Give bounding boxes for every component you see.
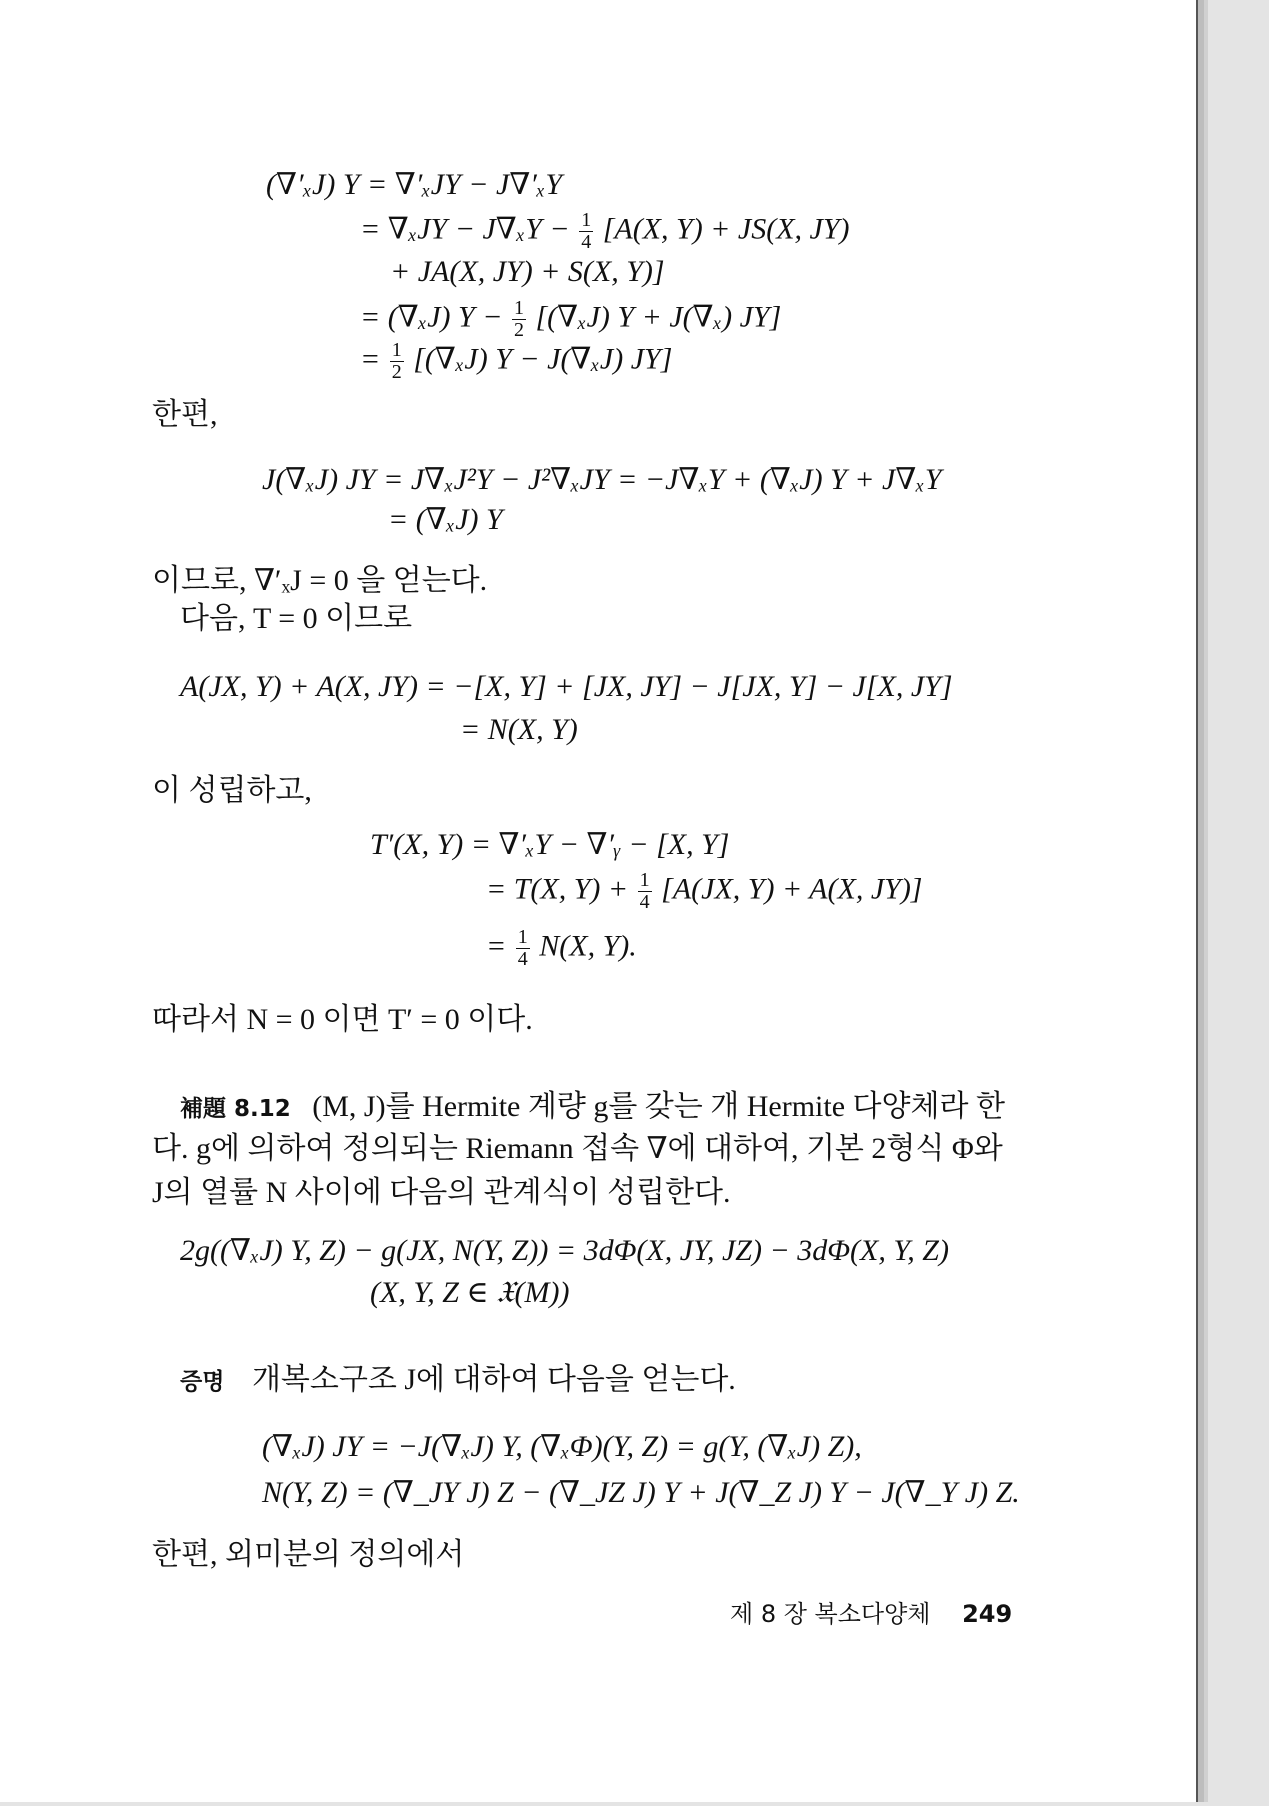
lemma-condition: (X, Y, Z ∈ 𝔛(M)) (370, 1276, 570, 1309)
eq1-line5 (360, 340, 672, 383)
proof-text: 개복소구조 J에 대하여 다음을 얻는다. (251, 1363, 736, 1396)
lemma-equation: 2g((∇ₓJ) Y, Z) − g(JX, N(Y, Z)) = 3dΦ(X, JY, JZ) − 3dΦ(X, Y, Z) (180, 1234, 949, 1267)
eq4-line1: T′(X, Y) = ∇′ₓY − ∇′ᵧ − [X, Y] (370, 828, 730, 861)
proof-eq1: (∇ₓJ) JY = −J(∇ₓJ) Y, (∇ₓΦ)(Y, Z) = g(Y, (∇ₓJ) Z), (262, 1430, 862, 1463)
fraction-1-2: $\frac{1}{2}$ (391, 339, 402, 383)
text-seongrip: 이 성립하고, (152, 774, 312, 807)
lemma-line1-text: (M, J)를 Hermite 계량 g를 갖는 개 Hermite 다양체라 한 (312, 1090, 1005, 1123)
eq1-line2-a: = ∇ₓJY − J∇ₓY − (360, 212, 570, 246)
proof-label: 증명 (180, 1369, 225, 1395)
eq4-line3-b: N(X, Y). (539, 929, 637, 963)
text-last: 한편, 외미분의 정의에서 (152, 1538, 465, 1571)
lemma-label: 補題 8.12 (180, 1096, 291, 1122)
chapter-title: 제 8 장 복소다양체 (730, 1600, 931, 1628)
fraction-1-4: $\frac{1}{4}$ (581, 209, 592, 253)
fraction-1-4: $\frac{1}{4}$ (517, 926, 528, 970)
lemma-line2: 다. g에 의하여 정의되는 Riemann 접속 ∇에 대하여, 기본 2형식 Φ와 (152, 1132, 1003, 1165)
eq2-line2: = (∇ₓJ) Y (388, 503, 503, 536)
text-ttaraseo: 따라서 N = 0 이면 T′ = 0 이다. (152, 1003, 533, 1036)
fraction-1-2: $\frac{1}{2}$ (513, 297, 524, 341)
eq4-line2-a: = T(X, Y) + (486, 872, 629, 906)
eq1-line5-b: [(∇ₓJ) Y − J(∇ₓJ) JY] (413, 342, 673, 376)
eq1-line2 (360, 210, 850, 253)
eq3-line2: = N(X, Y) (460, 713, 578, 746)
proof-eq2: N(Y, Z) = (∇_JY J) Z − (∇_JZ J) Y + J(∇_Z J) Y − J(∇_Y J) Z. (262, 1476, 1020, 1509)
eq1-line2-b: [A(X, Y) + JS(X, JY) (602, 212, 850, 246)
proof-line (180, 1365, 736, 1395)
eq1-line4 (360, 298, 781, 341)
text-daeum: 다음, T = 0 이므로 (180, 602, 413, 635)
eq4-line3 (486, 927, 637, 970)
page-number: 249 (962, 1600, 1013, 1628)
eq4-line2 (486, 870, 923, 913)
eq1-line3: + JA(X, JY) + S(X, Y)] (390, 255, 665, 288)
eq2-line1: J(∇ₓJ) JY = J∇ₓJ²Y − J²∇ₓJY = −J∇ₓY + (∇ₓJ) Y + J∇ₓY (262, 463, 942, 496)
eq1-line5-a: = (360, 342, 381, 376)
eq3-line1: A(JX, Y) + A(X, JY) = −[X, Y] + [JX, JY] − J[JX, Y] − J[X, JY] (180, 670, 953, 703)
running-footer (730, 1602, 1012, 1626)
eq4-line3-a: = (486, 929, 507, 963)
text-imeuro: 이므로, ∇′ₓJ = 0 을 얻는다. (152, 564, 488, 597)
lemma-line1 (180, 1092, 1005, 1122)
fraction-1-4: $\frac{1}{4}$ (639, 869, 650, 913)
text-hanpyeon: 한편, (152, 398, 218, 431)
eq1-line4-a: = (∇ₓJ) Y − (360, 300, 503, 334)
lemma-line3: J의 열률 N 사이에 다음의 관계식이 성립한다. (152, 1176, 731, 1209)
eq4-line2-b: [A(JX, Y) + A(X, JY)] (661, 872, 923, 906)
eq1-line4-b: [(∇ₓJ) Y + J(∇ₓ) JY] (535, 300, 782, 334)
eq1-line1: (∇′ₓJ) Y = ∇′ₓJY − J∇′ₓY (266, 168, 563, 201)
